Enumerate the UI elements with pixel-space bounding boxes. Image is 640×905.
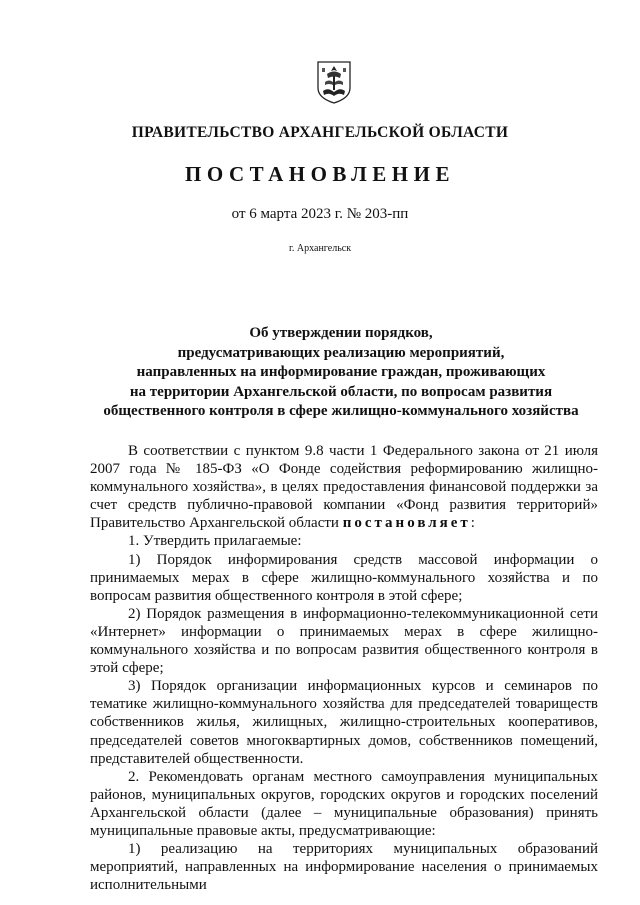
- preamble-text: В соответствии с пунктом 9.8 части 1 Федерального закона от 21 июля 2007 года № 185-ФЗ «О Фонде содействия реформированию жилищно-коммунального хозяйства», в целях предоставления финансовой поддержки за счет средств публично-правовой компании «Фонд развития территорий» Правительство Архангельской области: [90, 443, 598, 532]
- document-city: г. Архангельск: [288, 243, 352, 254]
- title-line: направленных на информирование граждан, проживающих: [136, 364, 546, 380]
- clause-1-item-1: 1) Порядок информирования средств массовой информации о принимаемых мерах в сфере жилищно-коммунального хозяйства и по вопросам развития общественного контроля в этой сфере;: [90, 551, 598, 604]
- government-name: ПРАВИТЕЛЬСТВО АРХАНГЕЛЬСКОЙ ОБЛАСТИ: [131, 124, 509, 141]
- preamble-paragraph: [90, 442, 598, 532]
- resolves-word: постановляет: [342, 515, 471, 532]
- clause-2: 2. Рекомендовать органам местного самоуправления муниципальных районов, муниципальных округов, городских округов и городских поселений Архангельской области (далее – муниципальные образования) принять муниципальные правовые акты, предусматривающие:: [90, 768, 598, 839]
- document-body: [90, 442, 598, 894]
- clause-2-item-1: 1) реализацию на территориях муниципальных образований мероприятий, направленных на информирование населения о принимаемых исполнительными: [90, 841, 598, 894]
- title-line: предусматривающих реализацию мероприятий,: [177, 344, 505, 361]
- document-date-number: от 6 марта 2023 г. № 203-пп: [231, 206, 409, 222]
- title-line: общественного контроля в сфере жилищно-коммунального хозяйства: [103, 403, 579, 419]
- document-type: ПОСТАНОВЛЕНИЕ: [185, 162, 455, 186]
- clause-1-item-3: 3) Порядок организации информационных курсов и семинаров по тематике жилищно-коммунального хозяйства для председателей товариществ собственников жилья, жилищных, жилищно-строительных кооперативов, председателей советов многоквартирных домов, собственников помещений, представителей общественности.: [90, 678, 598, 767]
- coat-of-arms-emblem: [316, 60, 352, 104]
- title-line: на территории Архангельской области, по вопросам развития: [129, 383, 553, 400]
- clause-1-item-2: 2) Порядок размещения в информационно-телекоммуникационной сети «Интернет» информации о принимаемых мерах в сфере жилищно-коммунального хозяйства и по вопросам развития общественного контроля в этой сфере;: [90, 605, 598, 677]
- document-title: [90, 324, 592, 422]
- preamble-colon: :: [470, 515, 475, 532]
- clause-1: 1. Утвердить прилагаемые:: [128, 533, 302, 550]
- title-line: Об утверждении порядков,: [249, 325, 433, 341]
